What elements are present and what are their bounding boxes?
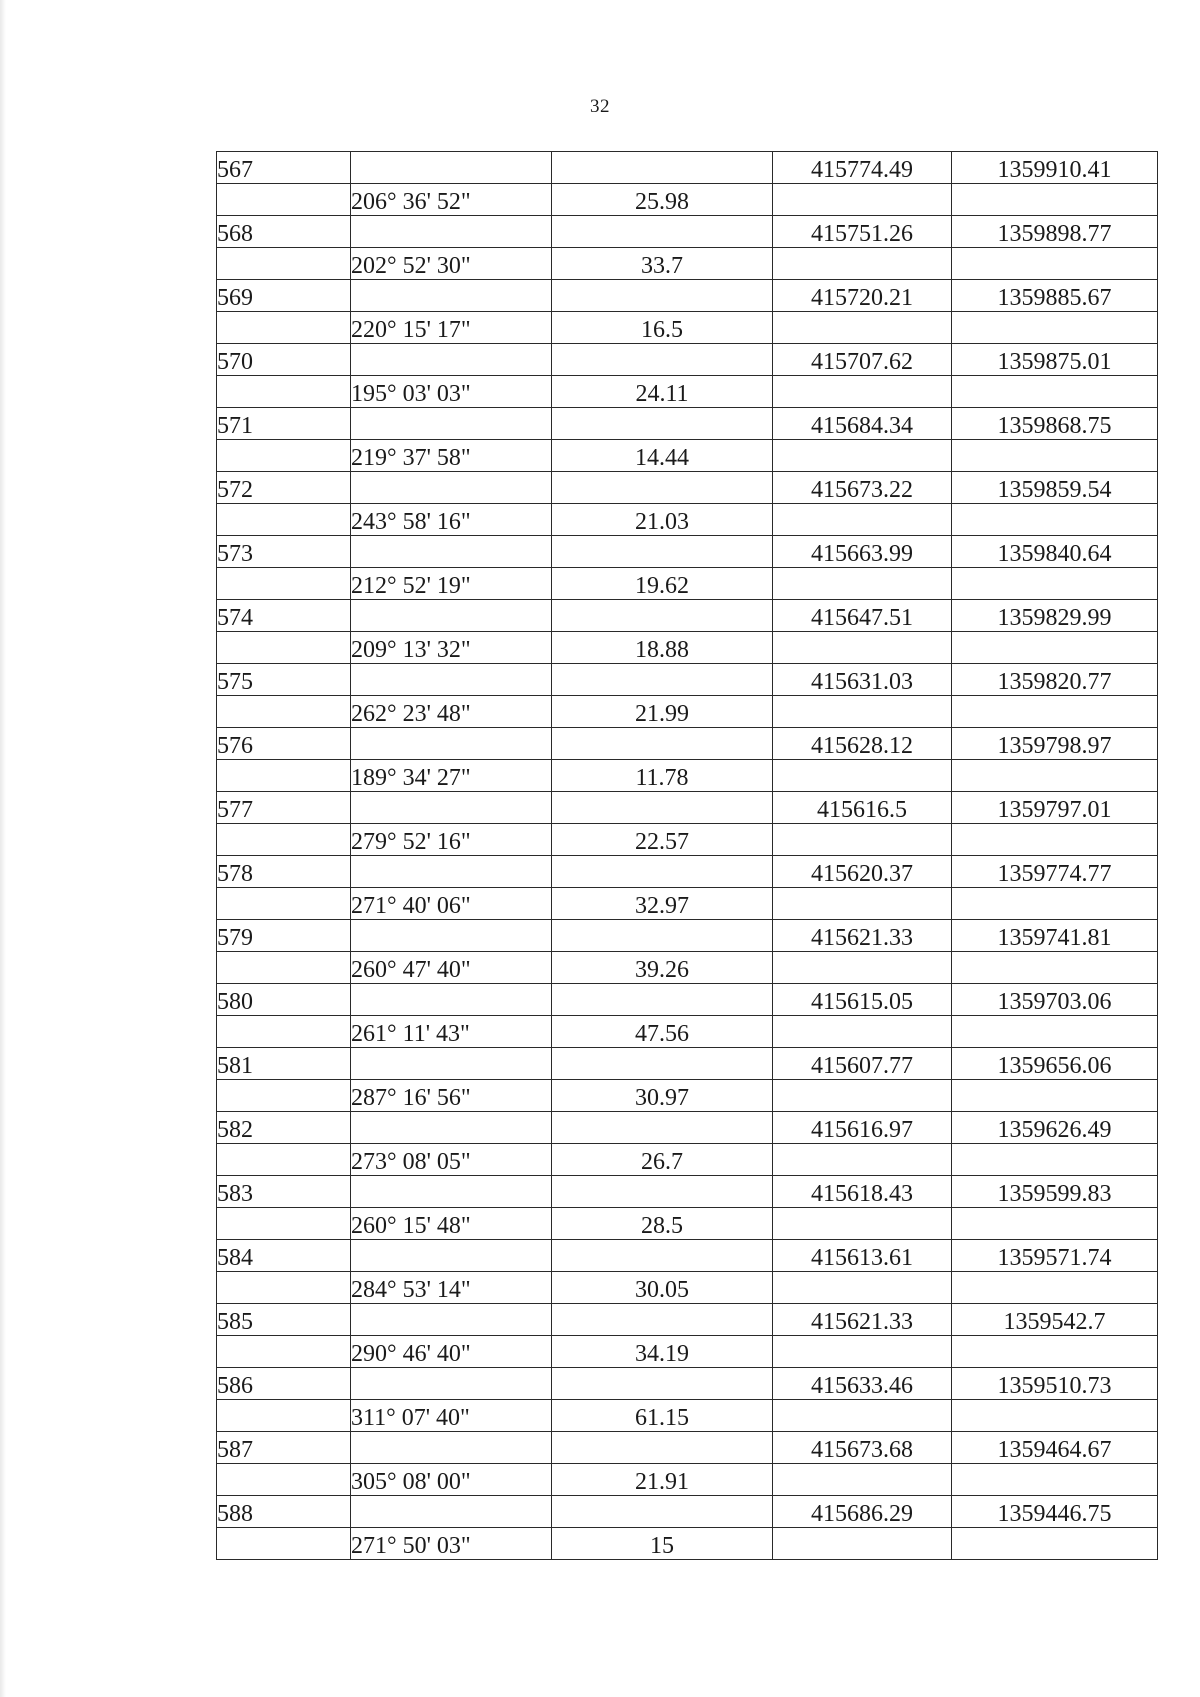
- y-coordinate-cell: 1359571.74: [952, 1240, 1158, 1272]
- distance-cell: [552, 984, 773, 1016]
- point-number-cell: 574: [217, 600, 351, 632]
- y-coordinate-cell: [952, 1400, 1158, 1432]
- x-coordinate-cell: [773, 1336, 952, 1368]
- distance-cell: 34.19: [552, 1336, 773, 1368]
- table-row: [217, 1272, 1158, 1304]
- point-number-cell: [217, 1464, 351, 1496]
- y-coordinate-cell: [952, 568, 1158, 600]
- table-row: [217, 1144, 1158, 1176]
- y-coordinate-cell: [952, 1336, 1158, 1368]
- point-number-cell: [217, 760, 351, 792]
- x-coordinate-cell: [773, 504, 952, 536]
- table-row: [217, 1336, 1158, 1368]
- point-number-cell: [217, 1144, 351, 1176]
- table-row: [217, 344, 1158, 376]
- bearing-cell: 195° 03' 03": [351, 376, 552, 408]
- table-row: [217, 568, 1158, 600]
- distance-cell: 11.78: [552, 760, 773, 792]
- point-number-cell: 572: [217, 472, 351, 504]
- x-coordinate-cell: [773, 888, 952, 920]
- bearing-cell: 260° 15' 48": [351, 1208, 552, 1240]
- x-coordinate-cell: 415663.99: [773, 536, 952, 568]
- y-coordinate-cell: [952, 184, 1158, 216]
- x-coordinate-cell: 415618.43: [773, 1176, 952, 1208]
- y-coordinate-cell: [952, 312, 1158, 344]
- table-row: [217, 792, 1158, 824]
- y-coordinate-cell: [952, 888, 1158, 920]
- bearing-cell: [351, 856, 552, 888]
- bearing-cell: 279° 52' 16": [351, 824, 552, 856]
- bearing-cell: [351, 280, 552, 312]
- x-coordinate-cell: 415628.12: [773, 728, 952, 760]
- bearing-cell: 206° 36' 52": [351, 184, 552, 216]
- point-number-cell: [217, 1336, 351, 1368]
- table-row: [217, 1464, 1158, 1496]
- table-row: [217, 664, 1158, 696]
- x-coordinate-cell: [773, 696, 952, 728]
- y-coordinate-cell: 1359859.54: [952, 472, 1158, 504]
- table-row: [217, 984, 1158, 1016]
- point-number-cell: 587: [217, 1432, 351, 1464]
- bearing-cell: [351, 792, 552, 824]
- distance-cell: [552, 1432, 773, 1464]
- bearing-cell: 287° 16' 56": [351, 1080, 552, 1112]
- y-coordinate-cell: 1359741.81: [952, 920, 1158, 952]
- distance-cell: 24.11: [552, 376, 773, 408]
- x-coordinate-cell: [773, 1464, 952, 1496]
- y-coordinate-cell: [952, 1464, 1158, 1496]
- x-coordinate-cell: 415686.29: [773, 1496, 952, 1528]
- distance-cell: [552, 1048, 773, 1080]
- x-coordinate-cell: [773, 1016, 952, 1048]
- y-coordinate-cell: 1359446.75: [952, 1496, 1158, 1528]
- y-coordinate-cell: [952, 504, 1158, 536]
- x-coordinate-cell: [773, 760, 952, 792]
- distance-cell: [552, 1176, 773, 1208]
- y-coordinate-cell: [952, 696, 1158, 728]
- table-row: [217, 1240, 1158, 1272]
- bearing-cell: 219° 37' 58": [351, 440, 552, 472]
- bearing-cell: 305° 08' 00": [351, 1464, 552, 1496]
- scan-edge-shadow: [0, 0, 6, 1697]
- x-coordinate-cell: [773, 1080, 952, 1112]
- y-coordinate-cell: [952, 1080, 1158, 1112]
- x-coordinate-cell: 415774.49: [773, 152, 952, 184]
- distance-cell: [552, 920, 773, 952]
- x-coordinate-cell: [773, 1528, 952, 1560]
- y-coordinate-cell: 1359840.64: [952, 536, 1158, 568]
- point-number-cell: [217, 1400, 351, 1432]
- point-number-cell: 577: [217, 792, 351, 824]
- table-row: [217, 504, 1158, 536]
- table-row: [217, 1112, 1158, 1144]
- point-number-cell: [217, 824, 351, 856]
- point-number-cell: [217, 632, 351, 664]
- distance-cell: 16.5: [552, 312, 773, 344]
- point-number-cell: [217, 184, 351, 216]
- table-row: [217, 472, 1158, 504]
- table-row: [217, 1304, 1158, 1336]
- distance-cell: [552, 280, 773, 312]
- bearing-cell: [351, 536, 552, 568]
- bearing-cell: [351, 664, 552, 696]
- table-row: [217, 216, 1158, 248]
- point-number-cell: 580: [217, 984, 351, 1016]
- x-coordinate-cell: 415615.05: [773, 984, 952, 1016]
- x-coordinate-cell: 415620.37: [773, 856, 952, 888]
- bearing-cell: 262° 23' 48": [351, 696, 552, 728]
- point-number-cell: [217, 1528, 351, 1560]
- point-number-cell: [217, 248, 351, 280]
- distance-cell: [552, 728, 773, 760]
- survey-coordinates-table: [216, 151, 1158, 1560]
- y-coordinate-cell: 1359656.06: [952, 1048, 1158, 1080]
- y-coordinate-cell: 1359820.77: [952, 664, 1158, 696]
- point-number-cell: 581: [217, 1048, 351, 1080]
- x-coordinate-cell: 415707.62: [773, 344, 952, 376]
- distance-cell: [552, 664, 773, 696]
- distance-cell: 32.97: [552, 888, 773, 920]
- point-number-cell: [217, 952, 351, 984]
- bearing-cell: [351, 600, 552, 632]
- bearing-cell: [351, 1368, 552, 1400]
- distance-cell: 19.62: [552, 568, 773, 600]
- table-row: [217, 1528, 1158, 1560]
- x-coordinate-cell: [773, 1144, 952, 1176]
- point-number-cell: 573: [217, 536, 351, 568]
- bearing-cell: [351, 1304, 552, 1336]
- table-row: [217, 632, 1158, 664]
- x-coordinate-cell: [773, 952, 952, 984]
- page-number: 32: [590, 96, 610, 117]
- x-coordinate-cell: 415673.68: [773, 1432, 952, 1464]
- x-coordinate-cell: 415684.34: [773, 408, 952, 440]
- x-coordinate-cell: [773, 568, 952, 600]
- distance-cell: [552, 344, 773, 376]
- point-number-cell: 586: [217, 1368, 351, 1400]
- point-number-cell: 570: [217, 344, 351, 376]
- point-number-cell: [217, 1016, 351, 1048]
- x-coordinate-cell: 415616.97: [773, 1112, 952, 1144]
- distance-cell: [552, 408, 773, 440]
- point-number-cell: 585: [217, 1304, 351, 1336]
- table-row: [217, 1176, 1158, 1208]
- table-row: [217, 888, 1158, 920]
- y-coordinate-cell: 1359875.01: [952, 344, 1158, 376]
- table-row: [217, 1400, 1158, 1432]
- y-coordinate-cell: 1359885.67: [952, 280, 1158, 312]
- y-coordinate-cell: 1359910.41: [952, 152, 1158, 184]
- bearing-cell: [351, 408, 552, 440]
- y-coordinate-cell: 1359898.77: [952, 216, 1158, 248]
- bearing-cell: 202° 52' 30": [351, 248, 552, 280]
- survey-table-body: [217, 152, 1158, 1560]
- y-coordinate-cell: 1359626.49: [952, 1112, 1158, 1144]
- table-row: [217, 536, 1158, 568]
- point-number-cell: [217, 440, 351, 472]
- distance-cell: [552, 472, 773, 504]
- table-row: [217, 1496, 1158, 1528]
- point-number-cell: [217, 312, 351, 344]
- table-row: [217, 184, 1158, 216]
- point-number-cell: [217, 1272, 351, 1304]
- y-coordinate-cell: [952, 824, 1158, 856]
- bearing-cell: 271° 40' 06": [351, 888, 552, 920]
- distance-cell: [552, 1368, 773, 1400]
- x-coordinate-cell: 415607.77: [773, 1048, 952, 1080]
- y-coordinate-cell: [952, 632, 1158, 664]
- bearing-cell: [351, 1496, 552, 1528]
- y-coordinate-cell: 1359703.06: [952, 984, 1158, 1016]
- bearing-cell: [351, 1048, 552, 1080]
- table-row: [217, 280, 1158, 312]
- distance-cell: [552, 1112, 773, 1144]
- y-coordinate-cell: 1359797.01: [952, 792, 1158, 824]
- x-coordinate-cell: 415647.51: [773, 600, 952, 632]
- bearing-cell: [351, 1432, 552, 1464]
- table-row: [217, 1048, 1158, 1080]
- point-number-cell: 576: [217, 728, 351, 760]
- distance-cell: [552, 792, 773, 824]
- x-coordinate-cell: 415633.46: [773, 1368, 952, 1400]
- distance-cell: 21.03: [552, 504, 773, 536]
- bearing-cell: 311° 07' 40": [351, 1400, 552, 1432]
- table-row: [217, 408, 1158, 440]
- distance-cell: [552, 1240, 773, 1272]
- bearing-cell: 284° 53' 14": [351, 1272, 552, 1304]
- x-coordinate-cell: [773, 632, 952, 664]
- distance-cell: 28.5: [552, 1208, 773, 1240]
- bearing-cell: 243° 58' 16": [351, 504, 552, 536]
- bearing-cell: 209° 13' 32": [351, 632, 552, 664]
- x-coordinate-cell: 415673.22: [773, 472, 952, 504]
- table-row: [217, 952, 1158, 984]
- bearing-cell: 290° 46' 40": [351, 1336, 552, 1368]
- table-row: [217, 440, 1158, 472]
- y-coordinate-cell: [952, 1208, 1158, 1240]
- distance-cell: 61.15: [552, 1400, 773, 1432]
- point-number-cell: [217, 696, 351, 728]
- point-number-cell: [217, 888, 351, 920]
- distance-cell: 22.57: [552, 824, 773, 856]
- distance-cell: [552, 152, 773, 184]
- distance-cell: 25.98: [552, 184, 773, 216]
- bearing-cell: [351, 920, 552, 952]
- y-coordinate-cell: 1359868.75: [952, 408, 1158, 440]
- table-row: [217, 248, 1158, 280]
- point-number-cell: 569: [217, 280, 351, 312]
- distance-cell: 14.44: [552, 440, 773, 472]
- y-coordinate-cell: 1359774.77: [952, 856, 1158, 888]
- table-row: [217, 1368, 1158, 1400]
- bearing-cell: 189° 34' 27": [351, 760, 552, 792]
- x-coordinate-cell: 415751.26: [773, 216, 952, 248]
- point-number-cell: 584: [217, 1240, 351, 1272]
- x-coordinate-cell: [773, 248, 952, 280]
- distance-cell: [552, 1304, 773, 1336]
- y-coordinate-cell: 1359829.99: [952, 600, 1158, 632]
- distance-cell: 15: [552, 1528, 773, 1560]
- point-number-cell: 578: [217, 856, 351, 888]
- distance-cell: 18.88: [552, 632, 773, 664]
- point-number-cell: 579: [217, 920, 351, 952]
- point-number-cell: 575: [217, 664, 351, 696]
- distance-cell: [552, 856, 773, 888]
- point-number-cell: 568: [217, 216, 351, 248]
- x-coordinate-cell: 415621.33: [773, 1304, 952, 1336]
- distance-cell: [552, 536, 773, 568]
- distance-cell: [552, 216, 773, 248]
- x-coordinate-cell: 415621.33: [773, 920, 952, 952]
- table-row: [217, 312, 1158, 344]
- point-number-cell: 588: [217, 1496, 351, 1528]
- x-coordinate-cell: [773, 824, 952, 856]
- distance-cell: 26.7: [552, 1144, 773, 1176]
- bearing-cell: 220° 15' 17": [351, 312, 552, 344]
- point-number-cell: 571: [217, 408, 351, 440]
- x-coordinate-cell: [773, 376, 952, 408]
- table-row: [217, 728, 1158, 760]
- point-number-cell: [217, 1080, 351, 1112]
- point-number-cell: [217, 1208, 351, 1240]
- bearing-cell: [351, 728, 552, 760]
- distance-cell: 30.97: [552, 1080, 773, 1112]
- y-coordinate-cell: [952, 376, 1158, 408]
- distance-cell: [552, 1496, 773, 1528]
- table-row: [217, 1208, 1158, 1240]
- table-row: [217, 600, 1158, 632]
- x-coordinate-cell: [773, 440, 952, 472]
- y-coordinate-cell: [952, 760, 1158, 792]
- point-number-cell: 582: [217, 1112, 351, 1144]
- bearing-cell: [351, 984, 552, 1016]
- x-coordinate-cell: 415631.03: [773, 664, 952, 696]
- bearing-cell: [351, 344, 552, 376]
- x-coordinate-cell: [773, 184, 952, 216]
- y-coordinate-cell: 1359542.7: [952, 1304, 1158, 1336]
- x-coordinate-cell: 415616.5: [773, 792, 952, 824]
- y-coordinate-cell: [952, 1016, 1158, 1048]
- y-coordinate-cell: 1359599.83: [952, 1176, 1158, 1208]
- table-row: [217, 824, 1158, 856]
- x-coordinate-cell: [773, 1400, 952, 1432]
- bearing-cell: 273° 08' 05": [351, 1144, 552, 1176]
- distance-cell: [552, 600, 773, 632]
- table-row: [217, 696, 1158, 728]
- bearing-cell: 271° 50' 03": [351, 1528, 552, 1560]
- y-coordinate-cell: 1359798.97: [952, 728, 1158, 760]
- bearing-cell: [351, 216, 552, 248]
- table-row: [217, 856, 1158, 888]
- y-coordinate-cell: [952, 248, 1158, 280]
- distance-cell: 30.05: [552, 1272, 773, 1304]
- y-coordinate-cell: [952, 1528, 1158, 1560]
- point-number-cell: 567: [217, 152, 351, 184]
- distance-cell: 21.91: [552, 1464, 773, 1496]
- table-row: [217, 1432, 1158, 1464]
- table-row: [217, 1080, 1158, 1112]
- x-coordinate-cell: 415613.61: [773, 1240, 952, 1272]
- point-number-cell: [217, 376, 351, 408]
- bearing-cell: [351, 1240, 552, 1272]
- x-coordinate-cell: [773, 312, 952, 344]
- table-row: [217, 152, 1158, 184]
- point-number-cell: 583: [217, 1176, 351, 1208]
- point-number-cell: [217, 568, 351, 600]
- bearing-cell: 260° 47' 40": [351, 952, 552, 984]
- x-coordinate-cell: [773, 1272, 952, 1304]
- distance-cell: 47.56: [552, 1016, 773, 1048]
- distance-cell: 21.99: [552, 696, 773, 728]
- bearing-cell: 261° 11' 43": [351, 1016, 552, 1048]
- y-coordinate-cell: [952, 440, 1158, 472]
- table-row: [217, 760, 1158, 792]
- y-coordinate-cell: [952, 952, 1158, 984]
- table-row: [217, 376, 1158, 408]
- bearing-cell: [351, 152, 552, 184]
- x-coordinate-cell: [773, 1208, 952, 1240]
- bearing-cell: [351, 472, 552, 504]
- table-row: [217, 1016, 1158, 1048]
- distance-cell: 33.7: [552, 248, 773, 280]
- point-number-cell: [217, 504, 351, 536]
- y-coordinate-cell: [952, 1144, 1158, 1176]
- distance-cell: 39.26: [552, 952, 773, 984]
- bearing-cell: 212° 52' 19": [351, 568, 552, 600]
- y-coordinate-cell: 1359464.67: [952, 1432, 1158, 1464]
- x-coordinate-cell: 415720.21: [773, 280, 952, 312]
- bearing-cell: [351, 1176, 552, 1208]
- table-row: [217, 920, 1158, 952]
- y-coordinate-cell: [952, 1272, 1158, 1304]
- y-coordinate-cell: 1359510.73: [952, 1368, 1158, 1400]
- bearing-cell: [351, 1112, 552, 1144]
